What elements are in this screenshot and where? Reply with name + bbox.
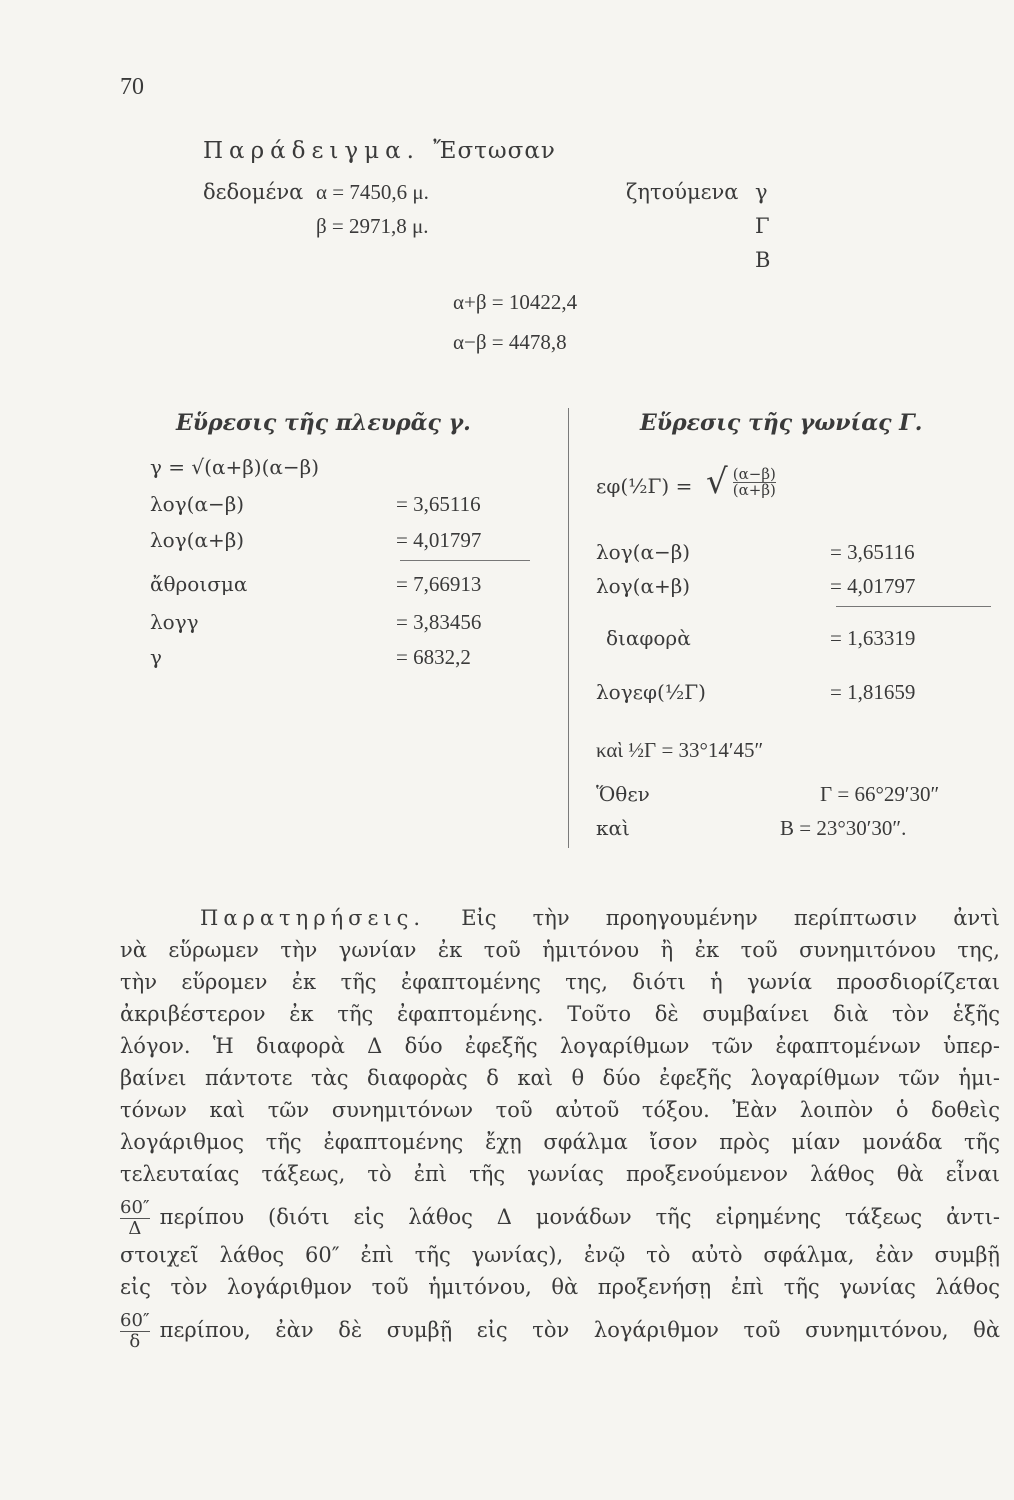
paragraph-line: λογάριθμος τῆς ἐφαπτομένης ἔχῃ σφάλμα ἴσον πρὸς μίαν μονάδα τῆς (120, 1130, 1000, 1154)
paragraph-line: τελευταίας τάξεως, τὸ ἐπὶ τῆς γωνίας προξενούμενον λάθος θὰ εἶναι (120, 1162, 1000, 1186)
hence-label: Ὅθεν (596, 782, 650, 806)
paragraph-line: τὴν εὕρομεν ἐκ τῆς ἐφαπτομένης της, διότι ἡ γωνία προσδιορίζεται (120, 970, 1000, 994)
sought-Gamma: Γ (755, 214, 770, 238)
right-row-label: λογ(α−β) (596, 540, 691, 564)
given-label: δεδομένα (203, 180, 304, 204)
paragraph-line: βαίνει πάντοτε τὰς διαφορὰς δ καὶ θ δύο ἐφεξῆς λογαρίθμων τῶν ἡμι- (120, 1066, 1000, 1090)
paragraph-line-text: Εἰς τὴν προηγουμένην περίπτωσιν ἀντὶ (461, 906, 1000, 930)
paragraph-line-text: περίπου, ἐὰν δὲ συμβῇ εἰς τὸν λογάριθμον τοῦ συνημιτόνου, θὰ (159, 1318, 1000, 1342)
paragraph-line (120, 902, 1000, 934)
left-row-label: λογγ (150, 610, 199, 634)
paragraph-line-text: περίπου (διότι εἰς λάθος Δ μονάδων τῆς εἰρημένης τάξεως ἀντι- (159, 1205, 1000, 1229)
left-row-value: = 3,65116 (396, 492, 481, 516)
sum-minus: α−β = 4478,8 (453, 330, 567, 354)
right-row-value: = 4,01797 (830, 574, 916, 598)
paragraph-line (120, 1198, 1000, 1239)
diff-rule (836, 606, 991, 607)
root-denominator: (α+β) (732, 480, 776, 499)
fraction-numerator: 60″ (120, 1197, 150, 1218)
and-value: Β = 23°30′30″. (780, 816, 907, 840)
paragraph-line: λόγον. Ἡ διαφορὰ Δ δύο ἐφεξῆς λογαρίθμων τῶν ἐφαπτομένων ὑπερ- (120, 1034, 1000, 1058)
paragraph-line (120, 1311, 1000, 1352)
right-row-value: = 1,63319 (830, 626, 916, 650)
fraction-60-delta (120, 1198, 150, 1239)
paragraph-line: νὰ εὕρωμεν τὴν γωνίαν ἐκ τοῦ ἡμιτόνου ἢ ἐκ τοῦ συνημιτόνου της, (120, 938, 1000, 962)
paragraph-line: στοιχεῖ λάθος 60″ ἐπὶ τῆς γωνίας), ἐνῷ τὸ αὐτὸ σφάλμα, ἐὰν συμβῇ (120, 1243, 1000, 1267)
left-row-label: λογ(α−β) (150, 492, 245, 516)
example-label: Παράδειγμα. (203, 138, 420, 164)
left-row-value: = 4,01797 (396, 528, 482, 552)
left-row-label: λογ(α+β) (150, 528, 245, 552)
fraction-denominator: δ (129, 1331, 141, 1352)
right-formula-root (706, 462, 776, 502)
example-intro: Ἔστωσαν (433, 138, 556, 164)
paragraph-line: τόνων καὶ τῶν συνημιτόνων τοῦ αὐτοῦ τόξου. Ἐὰν λοιπὸν ὁ δοθεὶς (120, 1098, 1000, 1122)
root-fraction (732, 464, 776, 499)
right-formula-lhs: εφ(½Γ) = (596, 474, 693, 498)
sum-plus: α+β = 10422,4 (453, 290, 578, 314)
paragraph-line: εἰς τὸν λογάριθμον τοῦ ἡμιτόνου, θὰ προξενήσῃ ἐπὶ τῆς γωνίας λάθος (120, 1275, 1000, 1299)
left-row-label: γ (150, 645, 162, 669)
sought-label: ζητούμενα (626, 180, 739, 204)
left-row-value: = 7,66913 (396, 572, 482, 596)
paragraph-heading: Παρατηρήσεις. (200, 906, 426, 930)
observations-paragraph (120, 902, 1000, 1352)
example-heading (203, 138, 556, 164)
left-row-label: ἄθροισμα (150, 572, 248, 596)
page-number: 70 (120, 74, 144, 100)
right-row-label: διαφορὰ (606, 626, 691, 650)
given-a: α = 7450,6 μ. (316, 180, 429, 204)
sqrt-icon: √ (706, 462, 728, 502)
left-row-value: = 6832,2 (396, 645, 471, 669)
given-b: β = 2971,8 μ. (316, 214, 429, 238)
hence-value: Γ = 66°29′30″ (820, 782, 940, 806)
sought-gamma: γ (755, 180, 768, 204)
sought-B: Β (755, 248, 771, 272)
right-heading: Εὕρεσις τῆς γωνίας Γ. (640, 410, 923, 436)
fraction-numerator: 60″ (120, 1310, 150, 1331)
and-label: καὶ (596, 816, 630, 840)
column-divider (568, 408, 569, 848)
left-formula: γ = √(α+β)(α−β) (150, 455, 320, 479)
paragraph-line: ἀκριβέστερον ἐκ τῆς ἐφαπτομένης. Τοῦτο δὲ συμβαίνει διὰ τὸν ἑξῆς (120, 1002, 1000, 1026)
sum-rule (400, 560, 530, 561)
right-row-label: λογ(α+β) (596, 574, 691, 598)
right-row-label: λογεφ(½Γ) (596, 680, 706, 704)
left-heading: Εὕρεσις τῆς πλευρᾶς γ. (176, 410, 471, 436)
half-angle: καὶ ½Γ = 33°14′45″ (596, 738, 764, 762)
right-row-value: = 1,81659 (830, 680, 916, 704)
right-row-value: = 3,65116 (830, 540, 915, 564)
left-row-value: = 3,83456 (396, 610, 482, 634)
fraction-denominator: Δ (128, 1218, 142, 1239)
root-numerator: (α−β) (732, 464, 776, 483)
fraction-60-delta-small (120, 1311, 150, 1352)
